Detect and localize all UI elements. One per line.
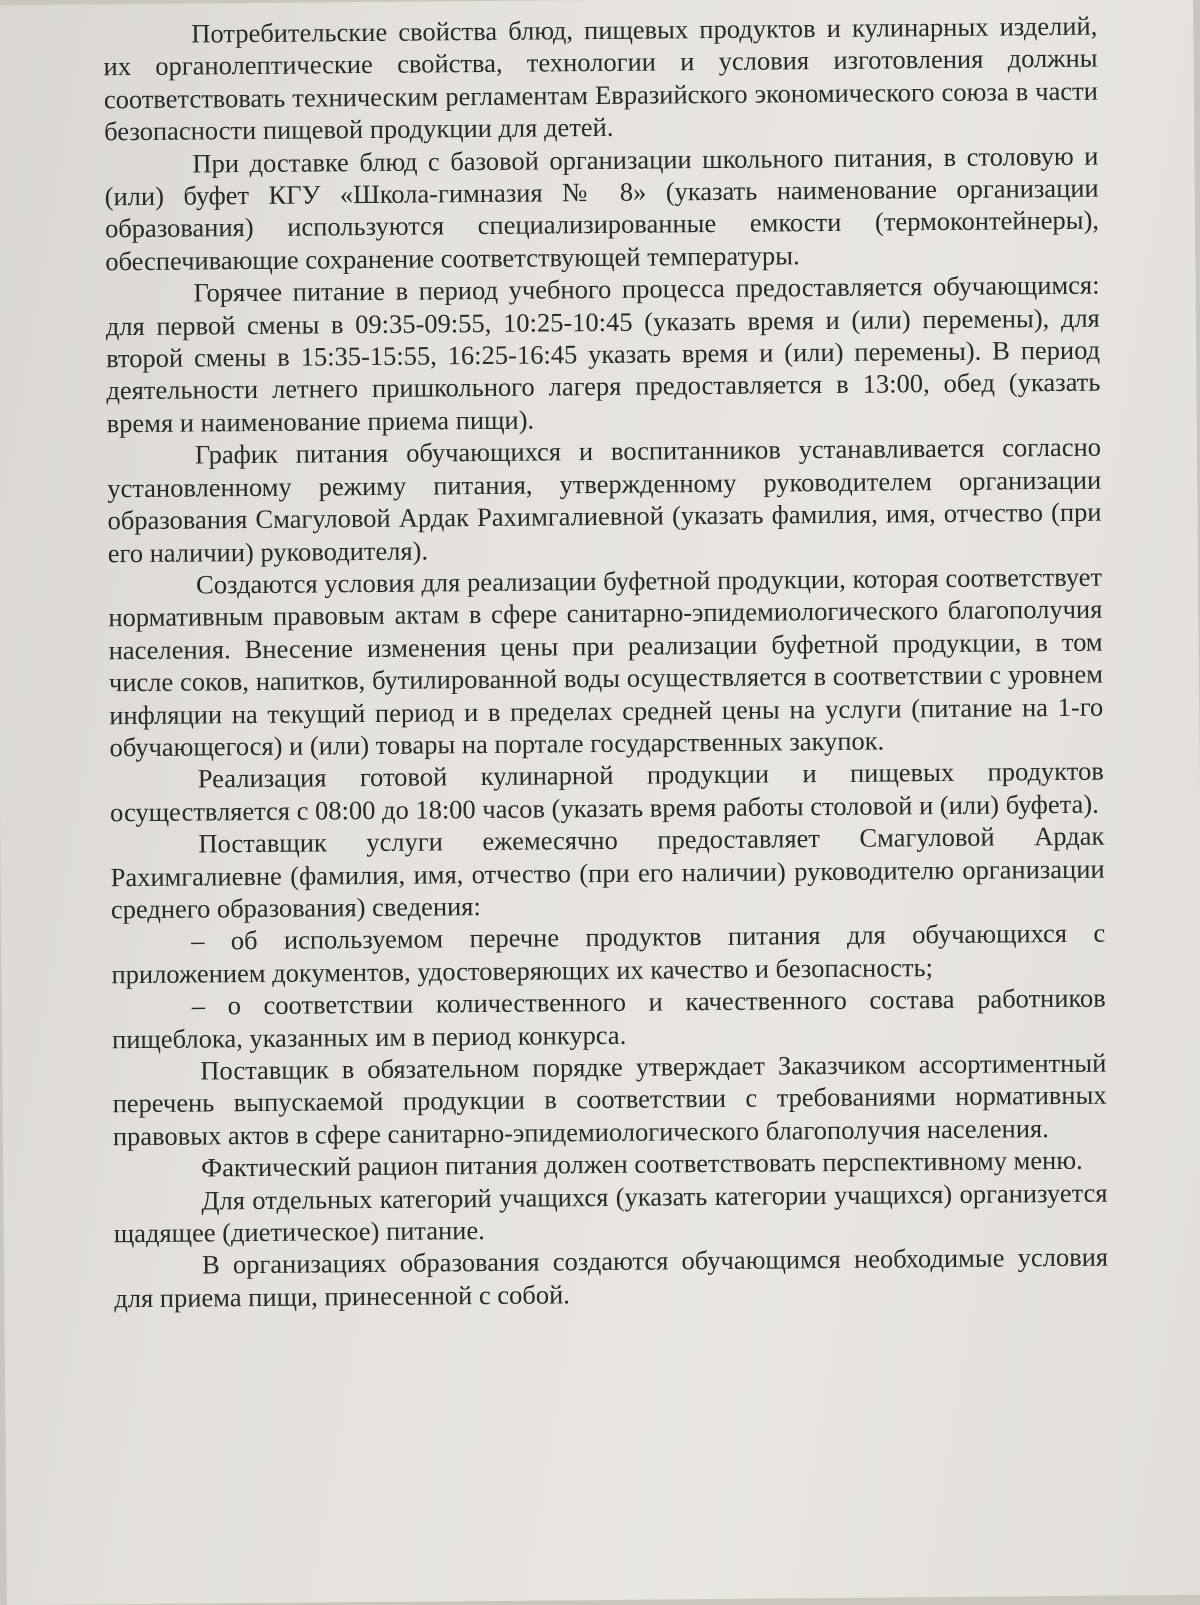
list-item-staff-composition: – о соответствии количественного и качественного состава работников пищеблока, указанных им в период конкурса. (111, 982, 1106, 1054)
paragraph-own-food: В организациях образования создаются обучающимся необходимые условия для приема пищи, принесенной с собой. (114, 1242, 1109, 1314)
paragraph-diet-meals: Для отдельных категорий учащихся (указать категории учащихся) организуется щадящее (диетическое) питание. (113, 1177, 1108, 1249)
paragraph-meal-regime: График питания обучающихся и воспитанников устанавливается согласно установленному режиму питания, утвержденному руководителем организации образования Смагуловой Ардак Рахимгалиевной (указать фамилия, имя, отчество (при его наличии) руководителя). (107, 431, 1102, 568)
paragraph-sales-hours: Реализация готовой кулинарной продукции и пищевых продуктов осуществляется с 08:00 до 18:00 часов (указать время работы столовой и (или) буфета). (109, 755, 1104, 828)
paragraph-assortment-approval: Поставщик в обязательном порядке утверждает Заказчиком ассортиментный перечень выпускаемой продукции в соответствии с требованиями нормативных правовых актов в сфере санитарно-эпидемиологического благополучия населения. (112, 1047, 1107, 1152)
paragraph-product-properties: Потребительские свойства блюд, пищевых продуктов и кулинарных изделий, их органолептические свойства, технологии и условия изготовления должны соответствовать техническим регламентам Евразийского экономического союза в части безопасности пищевой продукции для детей. (103, 10, 1098, 147)
list-item-product-list: – об используемом перечне продуктов питания для обучающихся с приложением документов, удостоверяющих их качество и безопасность; (111, 917, 1106, 990)
paragraph-actual-ration: Фактический рацион питания должен соответствовать перспективному меню. (201, 1145, 1083, 1183)
paragraph-delivery-containers: При доставке блюд с базовой организации школьного питания, в столовую и (или) буфет КГУ «Школа-гимназия № 8» (указать наименование организации образования) используются специализированные емкости (термоконтейнеры), обеспечивающие сохранение соответствующей температуры. (104, 140, 1100, 277)
paragraph-hot-meal-schedule: Горячее питание в период учебного процесса предоставляется обучающимся: для первой смены в 09:35-09:55, 10:25-10:45 (указать время и (или) перемены), для второй смены в 15:35-15:55, 16:25-16:45 указать время и (или) перемены). В период деятельности летнего пришкольного лагеря предоставляется в 13:00, обед (указать время и наименование приема пищи). (105, 269, 1101, 439)
paragraph-supplier-reports: Поставщик услуги ежемесячно предоставляет Смагуловой Ардак Рахимгалиевне (фамилия, имя, отчество (при его наличии) руководителю организации среднего образования) сведения: (110, 820, 1105, 925)
paragraph-buffet-products: Создаются условия для реализации буфетной продукции, которая соответствует нормативным правовым актам в сфере санитарно-эпидемиологического благополучия населения. Внесение изменения цены при реализации буфетной продукции, в том числе соков, напитков, бутилированной воды осуществляется в соответствии с уровнем инфляции на текущий период и в пределах средней цены на услуги (питание на 1-го обучающегося) и (или) товары на портале государственных закупок. (108, 561, 1104, 763)
